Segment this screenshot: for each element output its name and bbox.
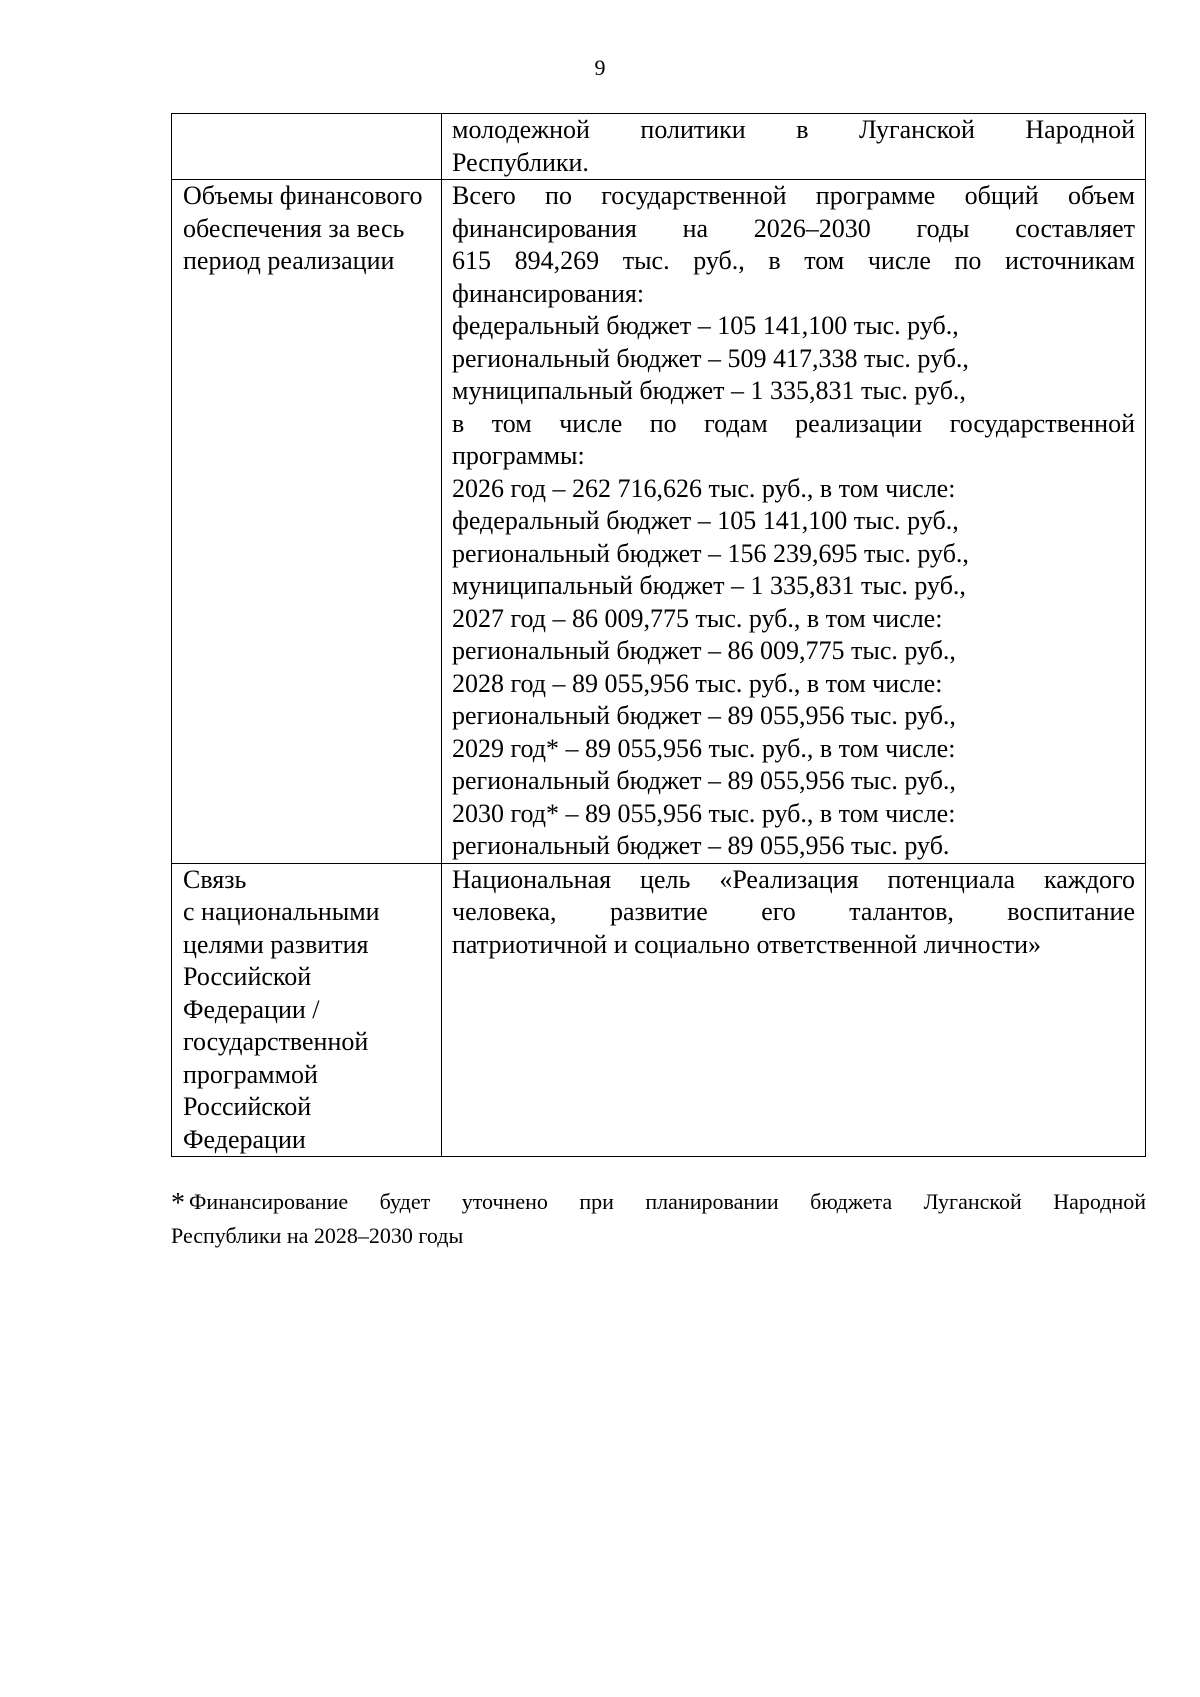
text-line: 2028 год – 89 055,956 тыс. руб., в том числе: xyxy=(452,668,943,698)
table-row xyxy=(172,114,1146,180)
row-value-continuation xyxy=(442,114,1146,180)
text-line: муниципальный бюджет – 1 335,831 тыс. руб., xyxy=(452,571,966,600)
row-label-financing xyxy=(172,180,442,864)
footnote-asterisk: * xyxy=(171,1188,185,1219)
text-line: региональный бюджет – 156 239,695 тыс. руб., xyxy=(452,538,969,568)
table-row xyxy=(172,180,1146,864)
label-line: Российской xyxy=(183,1092,312,1121)
row-label-national-goals xyxy=(172,863,442,1157)
row-value-national-goals xyxy=(442,863,1146,1157)
text-line: программы: xyxy=(452,441,585,470)
label-line: с национальными xyxy=(183,897,380,926)
text-line: финансирования: xyxy=(452,278,645,308)
text-line: Национальная цель «Реализация потенциала каждого xyxy=(452,864,1135,894)
text-line: федеральный бюджет – 105 141,100 тыс. руб., xyxy=(452,311,959,340)
label-line: государственной xyxy=(183,1027,369,1056)
footnote-line: Республики на 2028–2030 годы xyxy=(171,1223,464,1248)
footnote-line xyxy=(171,1186,1146,1220)
text-line: федеральный бюджет – 105 141,100 тыс. руб., xyxy=(452,506,959,535)
label-line: период реализации xyxy=(183,246,395,275)
text-line: 2030 год* – 89 055,956 тыс. руб., в том числе: xyxy=(452,798,956,828)
text-line: 2027 год – 86 009,775 тыс. руб., в том числе: xyxy=(452,603,943,633)
text-line: региональный бюджет – 509 417,338 тыс. руб., xyxy=(452,343,969,373)
program-passport-table xyxy=(171,113,1146,1157)
table-row xyxy=(172,863,1146,1157)
text-line: патриотичной и социально ответственной личности» xyxy=(452,929,1042,959)
label-line: целями развития xyxy=(183,929,369,959)
text-line: региональный бюджет – 86 009,775 тыс. руб., xyxy=(452,636,956,665)
label-line: Федерации / xyxy=(183,994,320,1024)
text-line: Всего по государственной программе общий объем xyxy=(452,181,1135,210)
text-line: региональный бюджет – 89 055,956 тыс. руб., xyxy=(452,701,956,730)
label-line: Объемы финансового xyxy=(183,181,423,210)
text-line: региональный бюджет – 89 055,956 тыс. руб., xyxy=(452,766,956,795)
footnote xyxy=(171,1186,1146,1252)
text-line: Республики. xyxy=(452,147,589,177)
text-line: муниципальный бюджет – 1 335,831 тыс. руб., xyxy=(452,376,966,405)
row-label-empty xyxy=(172,114,442,180)
label-line: программой xyxy=(183,1059,318,1089)
label-line: Федерации xyxy=(183,1124,306,1154)
text-line: человека, развитие его талантов, воспитание xyxy=(452,897,1135,926)
text-line: региональный бюджет – 89 055,956 тыс. руб. xyxy=(452,831,950,860)
page-number: 9 xyxy=(594,55,606,80)
text-line: 615 894,269 тыс. руб., в том числе по источникам xyxy=(452,246,1135,275)
text-line: 2029 год* – 89 055,956 тыс. руб., в том числе: xyxy=(452,733,956,763)
text-line: молодежной политики в Луганской Народной xyxy=(452,115,1135,144)
label-line: Связь xyxy=(183,864,247,894)
label-line: Российской xyxy=(183,962,312,991)
text-line: в том числе по годам реализации государственной xyxy=(452,408,1135,438)
footnote-text: Финансирование будет уточнено при планировании бюджета Луганской Народной xyxy=(189,1189,1146,1214)
label-line: обеспечения за весь xyxy=(183,213,405,243)
text-line: финансирования на 2026–2030 годы составляет xyxy=(452,213,1135,243)
row-value-financing xyxy=(442,180,1146,864)
text-line: 2026 год – 262 716,626 тыс. руб., в том числе: xyxy=(452,473,956,503)
